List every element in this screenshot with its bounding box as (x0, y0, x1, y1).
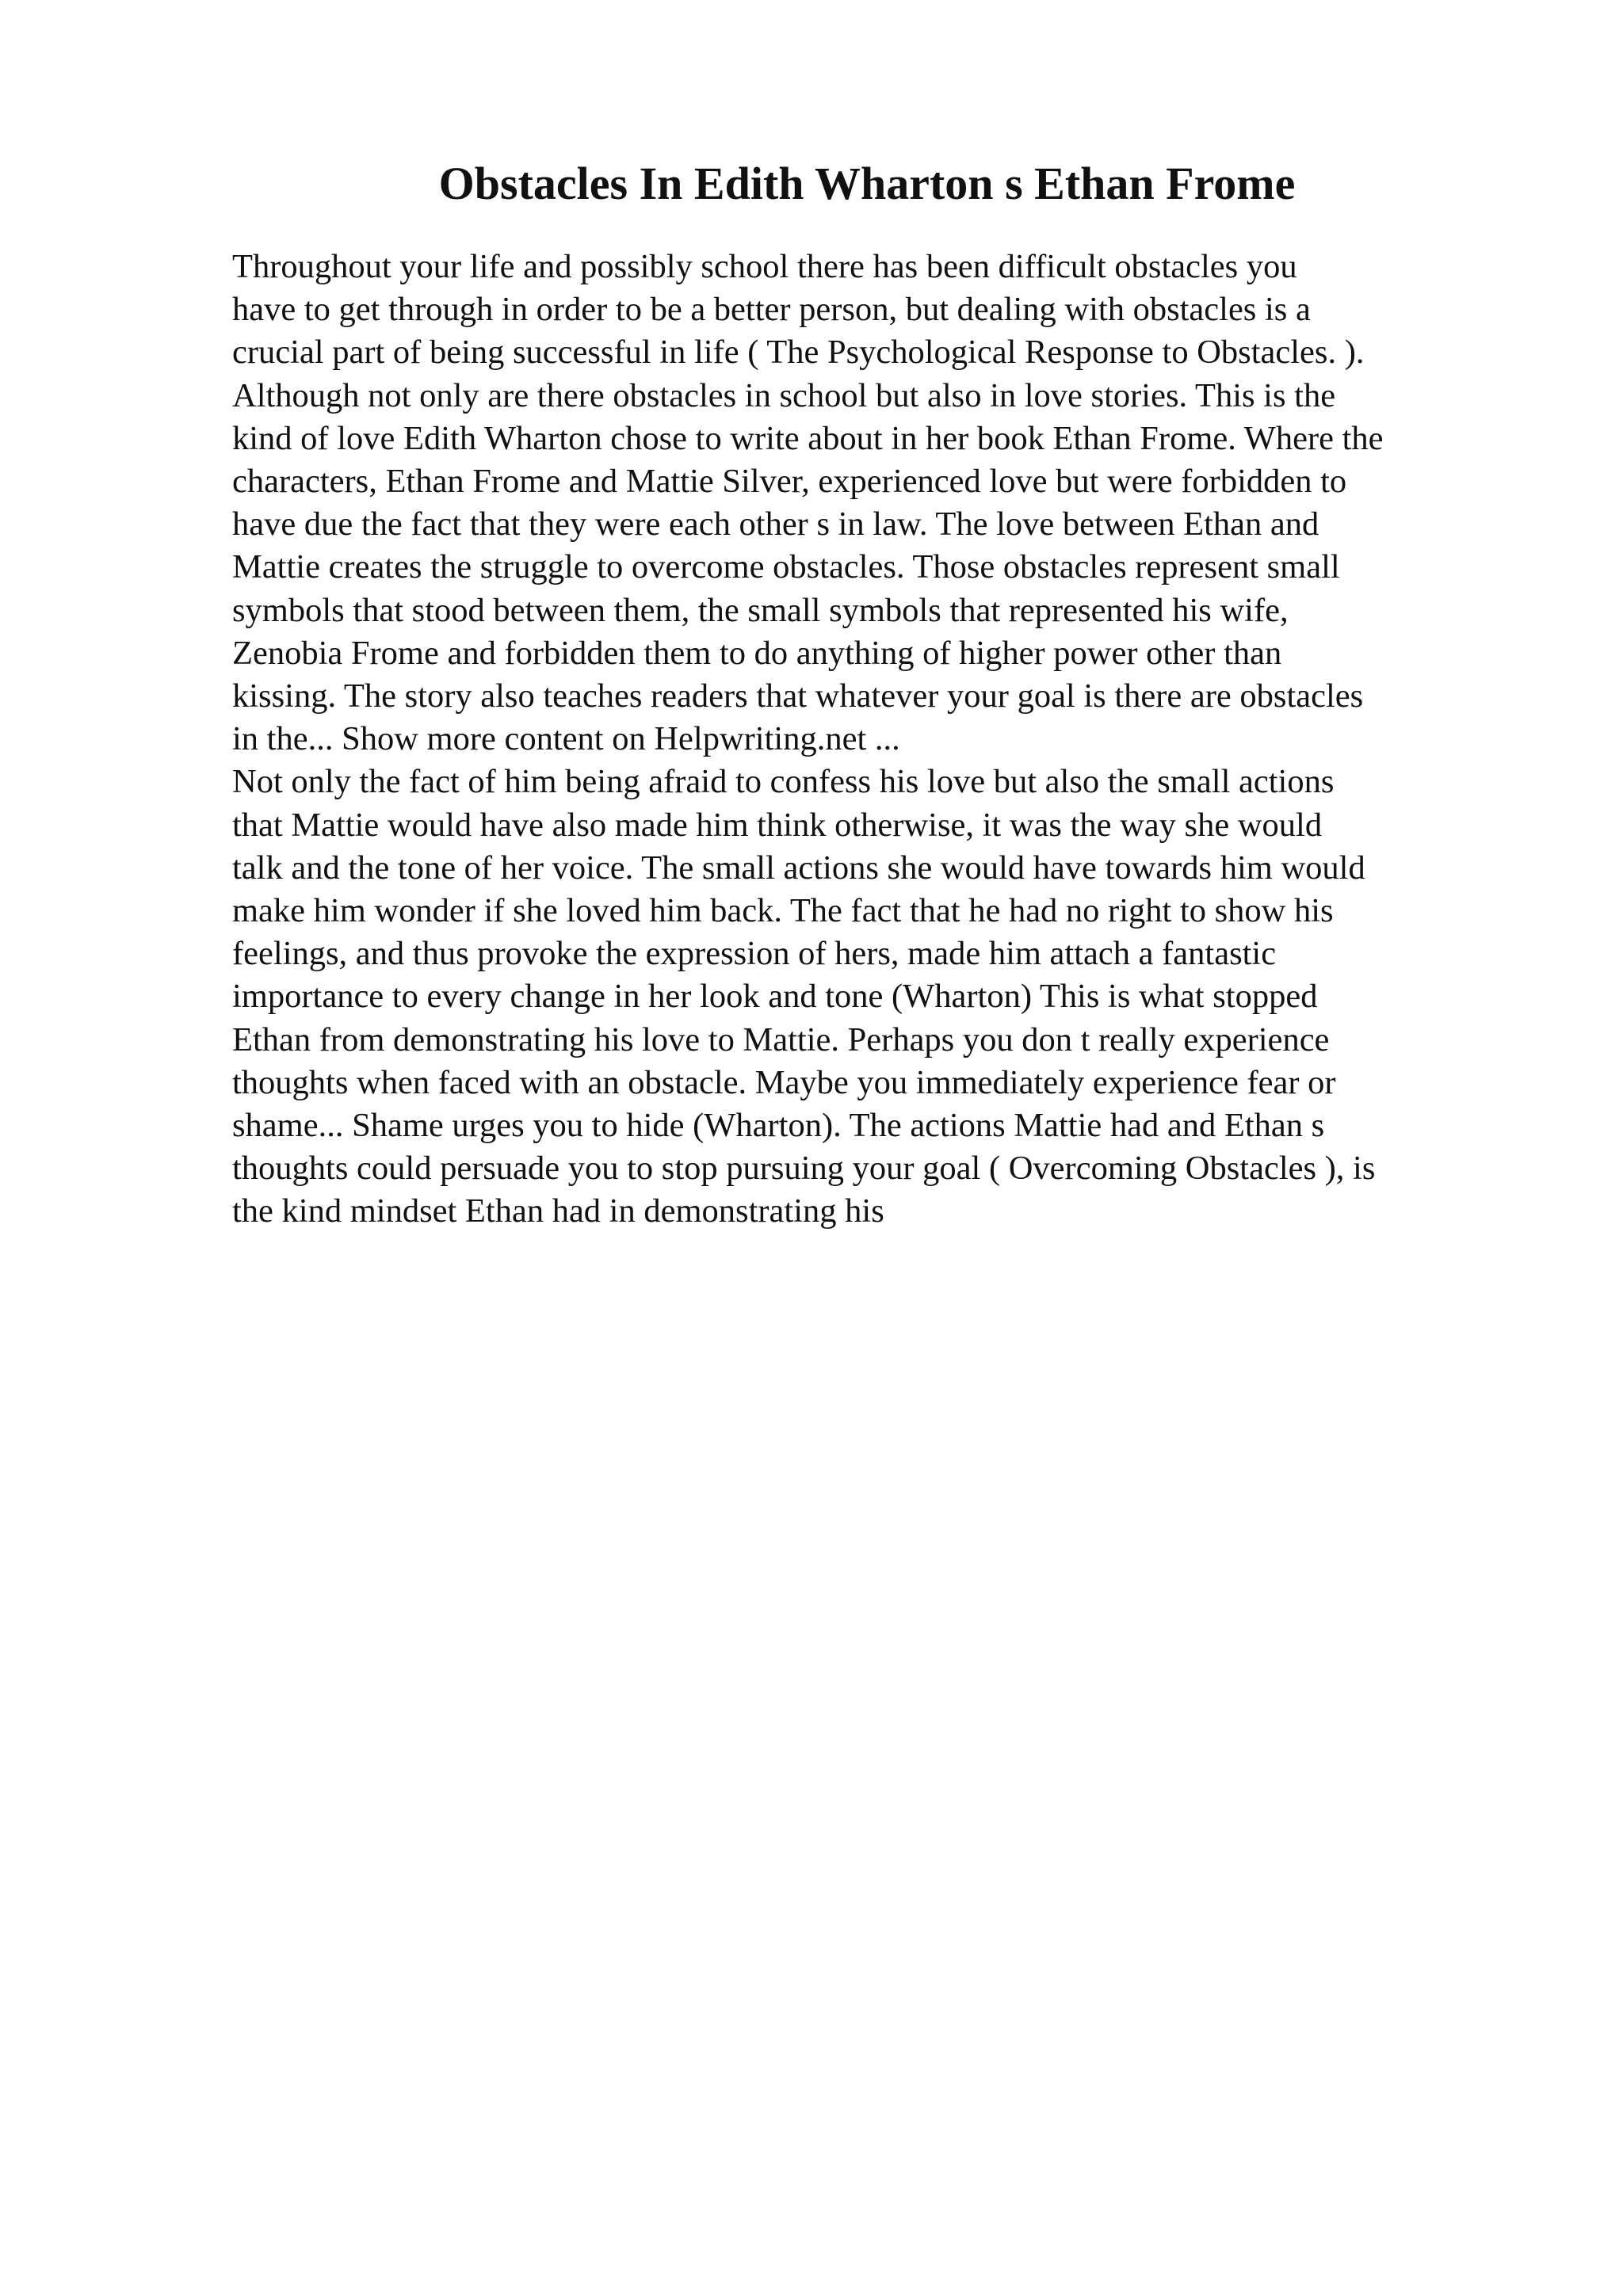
body-line: importance to every change in her look and tone (Wharton) This is what stopped (232, 978, 1318, 1016)
body-line: thoughts when faced with an obstacle. Maybe you immediately experience fear or (232, 1063, 1336, 1101)
body-line: talk and the tone of her voice. The small actions she would have towards him would (232, 849, 1365, 887)
body-line: have due the fact that they were each other s in law. The love between Ethan and (232, 505, 1319, 543)
body-line: have to get through in order to be a better person, but dealing with obstacles is a (232, 291, 1311, 329)
body-line: the kind mindset Ethan had in demonstrating his (232, 1192, 884, 1230)
body-line: Ethan from demonstrating his love to Mattie. Perhaps you don t really experience (232, 1020, 1330, 1058)
body-line: characters, Ethan Frome and Mattie Silver, experienced love but were forbidden to (232, 463, 1347, 501)
body-line: Not only the fact of him being afraid to confess his love but also the small actions (232, 763, 1335, 801)
body-line: symbols that stood between them, the small symbols that represented his wife, (232, 591, 1289, 629)
body-line: shame... Shame urges you to hide (Wharton). The actions Mattie had and Ethan s (232, 1107, 1325, 1145)
body-line: make him wonder if she loved him back. The fact that he had no right to show his (232, 892, 1334, 930)
body-line: Mattie creates the struggle to overcome obstacles. Those obstacles represent small (232, 548, 1340, 586)
body-line: Throughout your life and possibly school there has been difficult obstacles you (232, 248, 1297, 285)
body-line: Although not only are there obstacles in school but also in love stories. This is the (232, 376, 1336, 414)
body-line: Zenobia Frome and forbidden them to do anything of higher power other than (232, 634, 1282, 672)
document-body (232, 246, 1516, 1234)
body-line: kissing. The story also teaches readers that whatever your goal is there are obstacles (232, 677, 1364, 715)
body-line: that Mattie would have also made him think otherwise, it was the way she would (232, 806, 1323, 844)
body-line: feelings, and thus provoke the expression of hers, made him attach a fantastic (232, 935, 1277, 973)
document-title: Obstacles In Edith Wharton s Ethan Frome (438, 158, 1296, 209)
body-line: kind of love Edith Wharton chose to write about in her book Ethan Frome. Where the (232, 419, 1384, 457)
body-line: crucial part of being successful in life ( The Psychological Response to Obstacles. ). (232, 334, 1365, 372)
body-line: thoughts could persuade you to stop pursuing your goal ( Overcoming Obstacles ), is (232, 1150, 1376, 1188)
body-line: in the... Show more content on Helpwriting.net ... (232, 720, 900, 758)
